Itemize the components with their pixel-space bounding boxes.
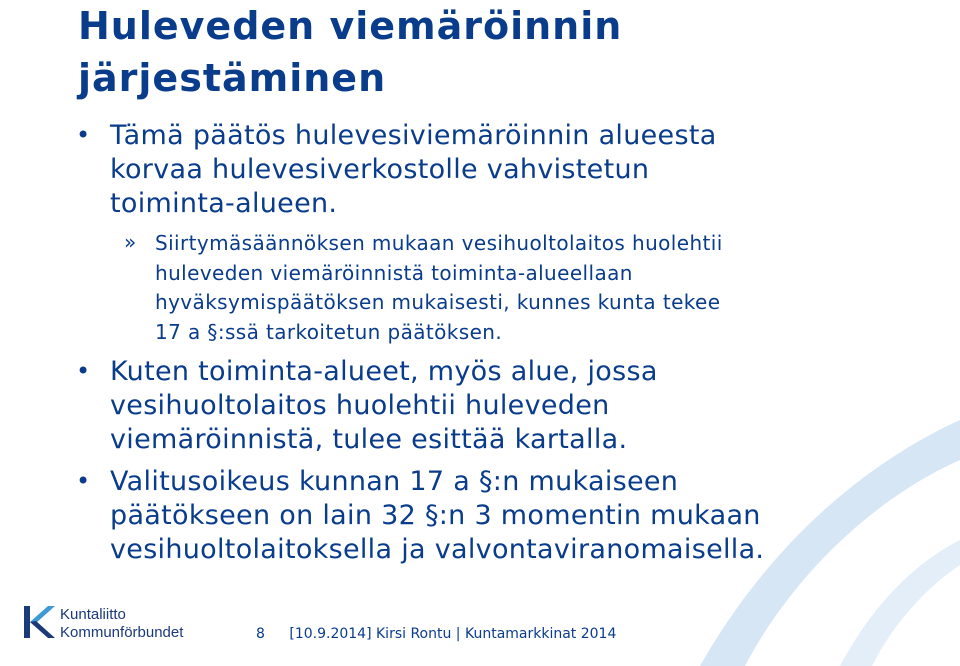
bullet-3: [110, 465, 764, 567]
bullet-2-line-2: vesihuoltolaitos huolehtii huleveden: [110, 390, 610, 421]
slide-title: [78, 0, 622, 104]
bullet-3-line-1: Valitusoikeus kunnan 17 a §:n mukaiseen: [110, 466, 679, 497]
subbullet-line-3: hyväksymispäätöksen mukaisesti, kunnes kunta tekee: [155, 290, 721, 314]
bullet-2-line-3: viemäröinnistä, tulee esittää kartalla.: [110, 424, 628, 455]
footer-meta: [10.9.2014] Kirsi Rontu | Kuntamarkkinat 2014: [289, 626, 617, 642]
subbullet-marker: »: [124, 230, 137, 254]
slide-footer: [0, 600, 960, 666]
subbullet-text: [155, 229, 723, 347]
bullet-3-line-2: päätökseen on lain 32 §:n 3 momentin mukaan: [110, 500, 761, 531]
footer-info: [256, 626, 616, 642]
kuntaliitto-logo-icon: [22, 604, 56, 640]
logo-line-2: Kommunförbundet: [60, 624, 184, 641]
subbullet-line-2: huleveden viemäröinnistä toiminta-alueellaan: [155, 260, 633, 285]
bullet-1-line-2: korvaa hulevesiverkostolle vahvistetun: [110, 154, 650, 185]
logo-wordmark: [60, 606, 183, 642]
logo-line-1: Kuntaliitto: [60, 606, 126, 623]
bullet-dot-icon: •: [76, 357, 91, 385]
bullet-2-line-1: Kuten toiminta-alueet, myös alue, jossa: [110, 356, 658, 387]
bullet-1-line-1: Tämä päätös hulevesiviemäröinnin alueesta: [110, 120, 717, 151]
page-number: 8: [256, 626, 265, 642]
bullet-dot-icon: •: [76, 121, 91, 149]
slide-title-line-2: järjestäminen: [78, 56, 387, 100]
bullet-3-line-3: vesihuoltolaitoksella ja valvontaviranomaisella.: [110, 534, 765, 565]
subbullet-line-4: 17 a §:ssä tarkoitetun päätöksen.: [155, 319, 503, 344]
bullet-dot-icon: •: [76, 467, 91, 495]
slide-title-line-1: Huleveden viemäröinnin: [78, 4, 623, 48]
subbullet-line-1: Siirtymäsäännöksen mukaan vesihuoltolaitos huolehtii: [155, 231, 723, 255]
bullet-1-line-3: toiminta-alueen.: [110, 188, 338, 219]
bullet-2: [110, 355, 658, 457]
bullet-1: [110, 119, 717, 221]
